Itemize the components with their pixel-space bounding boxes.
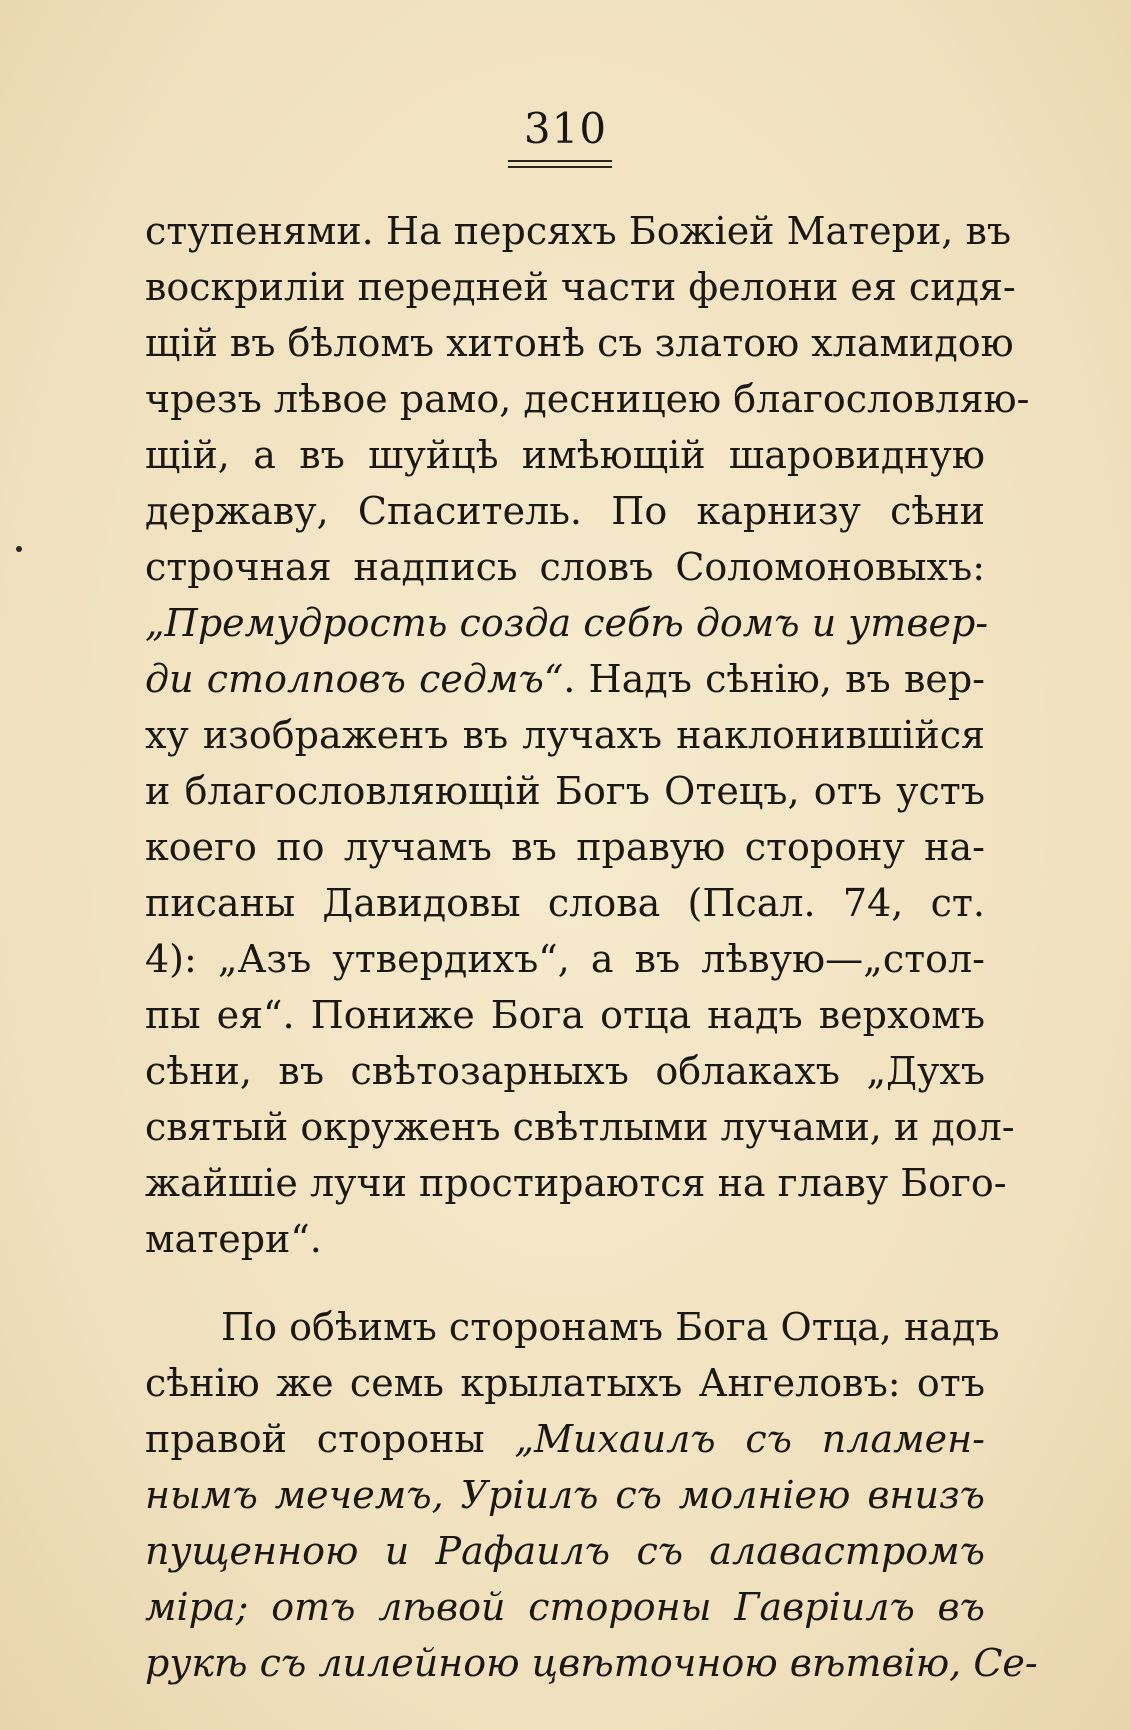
text-line: чрезъ лѣвое рамо, десницею благословляю- bbox=[145, 377, 1030, 421]
body-text bbox=[145, 203, 1038, 1691]
paragraph bbox=[145, 1299, 1038, 1691]
text-line: пущенною и Рафаилъ съ алавастромъ bbox=[145, 1529, 985, 1573]
text-line: коего по лучамъ въ правую сторону на- bbox=[145, 825, 985, 869]
paragraph bbox=[145, 203, 1030, 1267]
text-line: державу, Спаситель. По карнизу сѣни bbox=[145, 489, 985, 533]
page-header bbox=[0, 104, 1131, 153]
text-line bbox=[145, 1411, 985, 1467]
text-line: нымъ мечемъ, Уріилъ съ молніею внизъ bbox=[145, 1473, 985, 1517]
text-line: воскриліи передней части фелони ея сидя- bbox=[145, 265, 1016, 309]
text-line: рукѣ съ лилейною цвѣточною вѣтвію, Се- bbox=[145, 1641, 1038, 1685]
text-segment: правой стороны bbox=[145, 1417, 515, 1461]
text-line: матери“. bbox=[145, 1217, 322, 1261]
text-line bbox=[145, 651, 985, 707]
text-line: щій, а въ шуйцѣ имѣющій шаровидную bbox=[145, 433, 985, 477]
paragraph-gap bbox=[145, 1267, 985, 1299]
text-line: сѣнію же семь крылатыхъ Ангеловъ: отъ bbox=[145, 1361, 985, 1405]
page-number: 310 bbox=[523, 104, 608, 153]
text-line: и благословляющій Богъ Отецъ, отъ устъ bbox=[145, 769, 985, 813]
text-line: ступенями. На персяхъ Божіей Матери, въ bbox=[145, 209, 1012, 253]
text-line: По обѣимъ сторонамъ Бога Отца, надъ bbox=[221, 1305, 1000, 1349]
margin-speck bbox=[16, 546, 22, 552]
text-segment: . Надъ сѣнію, въ вер- bbox=[563, 657, 985, 701]
text-line: строчная надпись словъ Соломоновыхъ: bbox=[145, 545, 985, 589]
header-double-rule bbox=[508, 160, 612, 168]
text-segment: „Михаилъ съ пламен- bbox=[514, 1417, 985, 1461]
text-line: міра; отъ лѣвой стороны Гавріилъ въ bbox=[145, 1585, 985, 1629]
text-line: „Премудрость созда себѣ домъ и утвер- bbox=[145, 601, 989, 645]
text-line: жайшіе лучи простираются на главу Бого- bbox=[145, 1161, 1007, 1205]
text-line: писаны Давидовы слова (Псал. 74, ст. bbox=[145, 881, 985, 925]
text-line: пы ея“. Пониже Бога отца надъ верхомъ bbox=[145, 993, 985, 1037]
text-line: 4): „Азъ утвердихъ“, а въ лѣвую—„стол- bbox=[145, 937, 985, 981]
text-segment: ди столповъ седмъ“ bbox=[145, 657, 564, 701]
text-line: ху изображенъ въ лучахъ наклонившійся bbox=[145, 713, 985, 757]
text-line: щій въ бѣломъ хитонѣ съ златою хламидою bbox=[145, 321, 1014, 365]
text-line: святый окруженъ свѣтлыми лучами, и дол- bbox=[145, 1105, 1015, 1149]
text-line: сѣни, въ свѣтозарныхъ облакахъ „Духъ bbox=[145, 1049, 985, 1093]
